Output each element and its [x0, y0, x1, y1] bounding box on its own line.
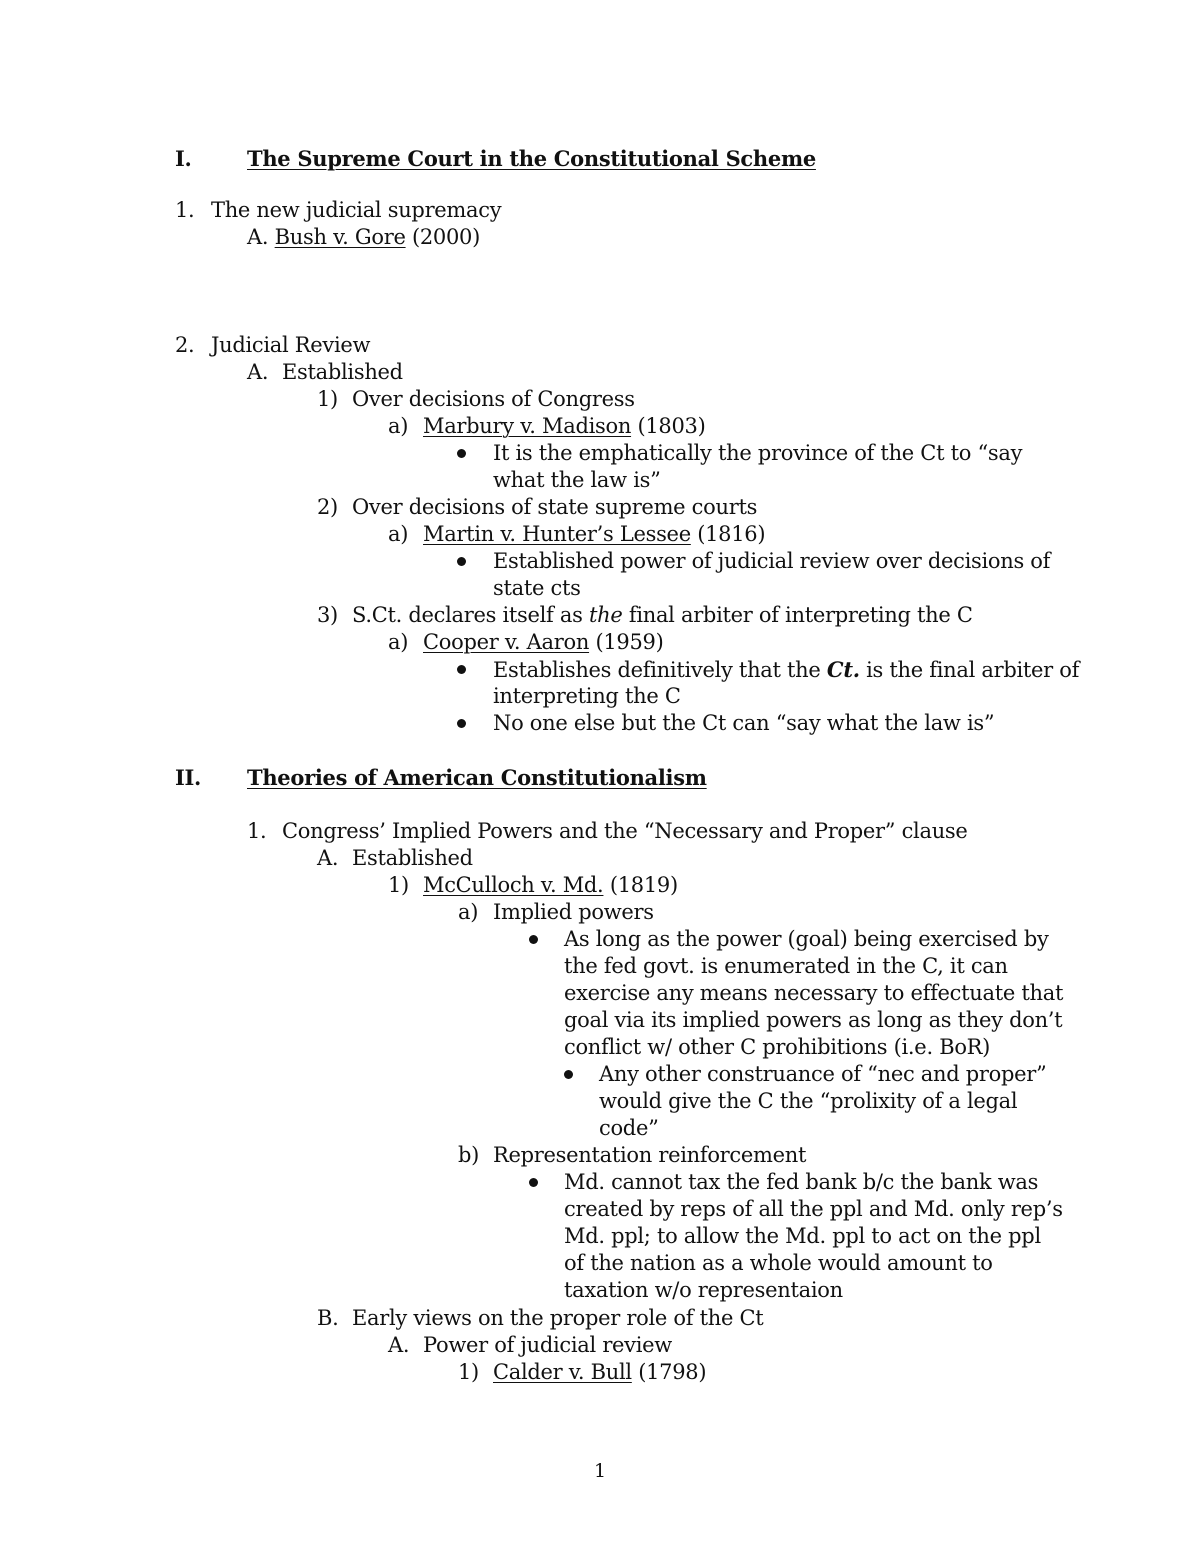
- outline-label: 1): [388, 873, 409, 897]
- section-number: I.: [175, 146, 192, 171]
- section-title: Theories of American Constitutionalism: [247, 765, 707, 790]
- section-title: The Supreme Court in the Constitutional Scheme: [247, 146, 816, 171]
- outline-label: a): [388, 630, 409, 654]
- outline-text: Established: [282, 360, 403, 384]
- bullet-text: Md. ppl; to allow the Md. ppl to act on the ppl: [564, 1224, 1041, 1248]
- case-name: Calder v. Bull: [493, 1360, 632, 1384]
- emphasis: the: [588, 603, 623, 627]
- emphasis: Ct.: [826, 657, 860, 682]
- outline-label: A.: [388, 1333, 410, 1357]
- case-name: Cooper v. Aaron: [423, 630, 590, 654]
- bullet-text: Md. cannot tax the fed bank b/c the bank was: [564, 1170, 1039, 1194]
- outline-label: 1): [317, 387, 338, 411]
- outline-label: A.: [317, 846, 339, 870]
- outline-label: b): [458, 1143, 480, 1167]
- outline-text: Power of judicial review: [423, 1333, 672, 1357]
- sub-bullet-text: Any other construance of “nec and proper”: [599, 1062, 1047, 1086]
- case-name: Marbury v. Madison: [423, 414, 632, 438]
- outline-label: a): [388, 522, 409, 546]
- outline-text: Implied powers: [493, 900, 654, 924]
- outline-text: S.Ct. declares itself as the final arbiter of interpreting the C: [352, 603, 973, 627]
- sub-bullet-text: code”: [599, 1116, 659, 1140]
- outline-label: a): [458, 900, 479, 924]
- bullet-text: taxation w/o representaion: [564, 1278, 843, 1302]
- bullet-text: exercise any means necessary to effectuate that: [564, 981, 1064, 1005]
- case-entry: [423, 872, 678, 899]
- list-number: 1.: [175, 198, 195, 222]
- list-number: 1.: [247, 819, 267, 843]
- case-entry: [247, 224, 480, 251]
- outline-text: Established: [352, 846, 473, 870]
- outline-text: Early views on the proper role of the Ct: [352, 1306, 764, 1330]
- outline-text: Over decisions of state supreme courts: [352, 495, 758, 519]
- bullet-icon: [457, 557, 466, 566]
- bullet-text: It is the emphatically the province of the Ct to “say: [493, 441, 1023, 465]
- bullet-text: Established power of judicial review over decisions of: [493, 549, 1051, 573]
- case-entry: [493, 1359, 706, 1386]
- bullet-icon: [457, 449, 466, 458]
- case-year: (1803): [631, 414, 706, 438]
- section-number: II.: [175, 765, 202, 790]
- list-number: 2.: [175, 333, 195, 357]
- bullet-icon: [529, 935, 538, 944]
- case-entry: [423, 629, 663, 656]
- outline-label: 3): [317, 603, 338, 627]
- case-year: (1959): [589, 630, 664, 654]
- bullet-text: Establishes definitively that the Ct. is the final arbiter of: [493, 657, 1080, 682]
- sub-bullet-text: would give the C the “prolixity of a legal: [599, 1089, 1018, 1113]
- case-year: (1798): [631, 1360, 707, 1384]
- outline-label: A.: [247, 360, 269, 384]
- bullet-text: goal via its implied powers as long as they don’t: [564, 1008, 1063, 1032]
- case-year: (1819): [603, 873, 678, 897]
- page-number: 1: [593, 1460, 607, 1482]
- case-year: (2000): [405, 225, 480, 249]
- sub-bullet-icon: [564, 1070, 573, 1079]
- case-name: Martin v. Hunter’s Lessee: [423, 522, 691, 546]
- outline-text: Over decisions of Congress: [352, 387, 635, 411]
- outline-label: B.: [317, 1306, 339, 1330]
- case-entry: [423, 413, 705, 440]
- list-item-text: Judicial Review: [211, 333, 371, 357]
- bullet-text: created by reps of all the ppl and Md. only rep’s: [564, 1197, 1063, 1221]
- case-entry: [423, 521, 765, 548]
- outline-label: a): [388, 414, 409, 438]
- bullet-text: of the nation as a whole would amount to: [564, 1251, 993, 1275]
- bullet-text: interpreting the C: [493, 684, 681, 708]
- bullet-icon: [457, 719, 466, 728]
- outline-label: A.: [247, 225, 269, 249]
- case-year: (1816): [690, 522, 766, 546]
- bullet-text: conflict w/ other C prohibitions (i.e. BoR): [564, 1035, 991, 1059]
- bullet-text: No one else but the Ct can “say what the law is”: [493, 711, 995, 735]
- bullet-text: the fed govt. is enumerated in the C, it can: [564, 954, 1008, 978]
- outline-text: Representation reinforcement: [493, 1143, 807, 1167]
- outline-label: 2): [317, 495, 338, 519]
- bullet-text: state cts: [493, 576, 581, 600]
- bullet-icon: [457, 665, 466, 674]
- list-item-text: The new judicial supremacy: [211, 198, 502, 222]
- outline-label: 1): [458, 1360, 479, 1384]
- bullet-icon: [529, 1178, 538, 1187]
- list-item-text: Congress’ Implied Powers and the “Necessary and Proper” clause: [282, 819, 968, 843]
- case-name: McCulloch v. Md.: [423, 873, 604, 897]
- bullet-text: what the law is”: [493, 468, 661, 492]
- case-name: Bush v. Gore: [274, 225, 406, 249]
- bullet-text: As long as the power (goal) being exercised by: [564, 927, 1049, 951]
